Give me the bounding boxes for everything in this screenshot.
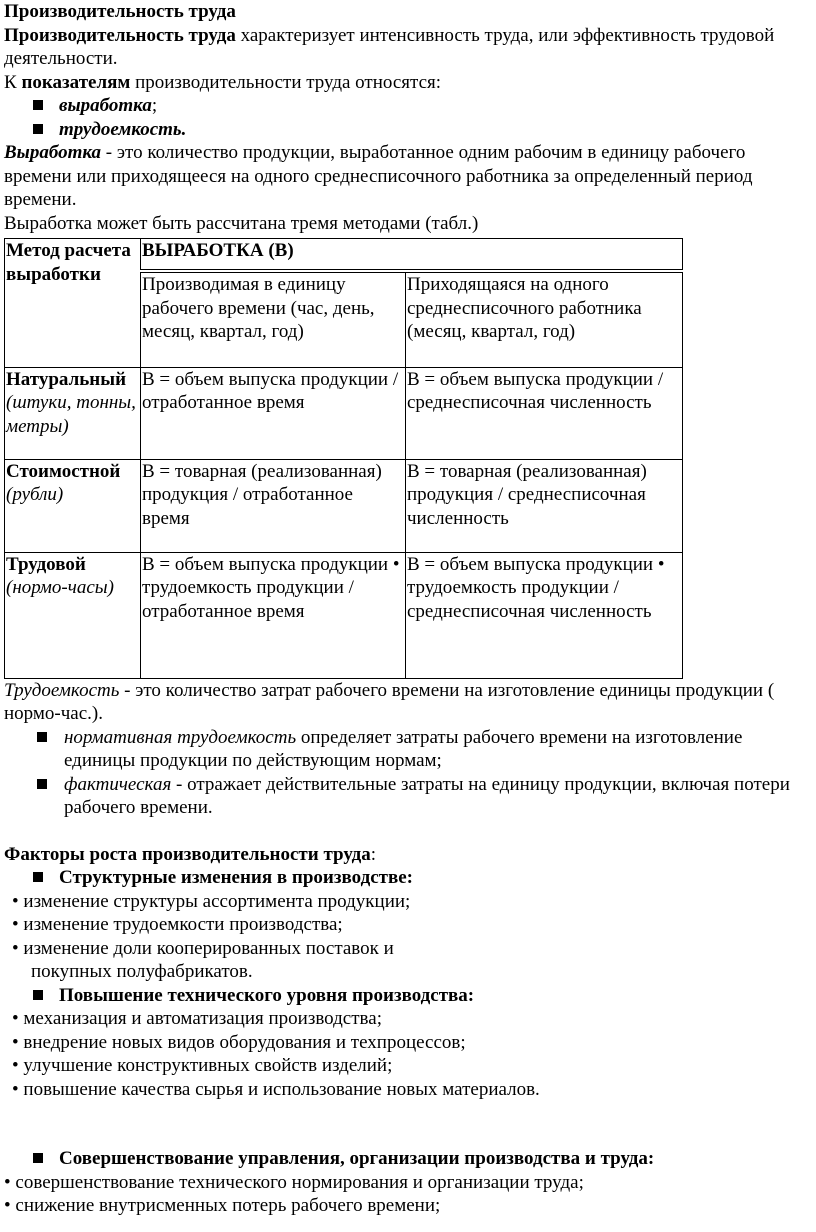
methods-line: Выработка может быть рассчитана тремя методами (табл.) xyxy=(4,212,479,234)
output-methods-table xyxy=(4,238,683,679)
square-bullet-icon xyxy=(37,779,47,789)
factor-group-name: Совершенствование управления, организации производства и труда: xyxy=(59,1148,655,1169)
factors-title-text: Факторы роста производительности труда xyxy=(4,843,371,865)
indicator-after: ; xyxy=(151,95,158,116)
factor-group-name: Структурные изменения в производстве: xyxy=(59,867,413,888)
table-row xyxy=(5,459,683,552)
factor-item: • изменение доли кооперированных поставок и xyxy=(12,937,394,959)
factor-item: • внедрение новых видов оборудования и техпроцессов; xyxy=(12,1031,466,1053)
square-bullet-icon xyxy=(33,872,43,882)
method-header-cell: Метод расчета выработки xyxy=(5,239,141,368)
labor-intensity-term: Трудоемкость xyxy=(4,679,120,701)
formula-per-worker: В = объем выпуска продукции • трудоемкость продукции / среднесписочная численность xyxy=(406,552,683,678)
table-row xyxy=(5,367,683,459)
square-bullet-icon xyxy=(33,124,43,134)
formula-per-time: В = объем выпуска продукции / отработанное время xyxy=(141,367,406,459)
factor-item: • механизация и автоматизация производства; xyxy=(12,1008,382,1029)
factor-group-name: Повышение технического уровня производства: xyxy=(59,984,475,1006)
factor-group-title xyxy=(4,984,812,1008)
labor-intensity-item xyxy=(4,773,812,820)
table-row xyxy=(5,552,683,678)
document-page xyxy=(4,0,812,1218)
factors-title xyxy=(4,843,812,867)
indicator-label: выработка xyxy=(59,95,152,116)
indicator-item xyxy=(4,118,812,142)
item-term: фактическая xyxy=(64,773,172,795)
output-term: Выработка xyxy=(4,142,102,163)
item-text: определяет затраты рабочего времени на изготовление единицы продукции по действующим нормам; xyxy=(64,726,743,771)
factor-item: • улучшение конструктивных свойств изделий; xyxy=(12,1055,393,1076)
factor-item: • изменение трудоемкости производства; xyxy=(12,914,343,935)
factor-group-title xyxy=(4,866,812,890)
method-cell xyxy=(5,552,141,678)
item-text: - отражает действительные затраты на единицу продукции, включая потери рабочего времени. xyxy=(64,773,790,818)
output-text: - это количество продукции, выработанное одним рабочим в единицу рабочего времени или приходящееся на одного среднесписочного работника за определенный период времени. xyxy=(4,142,753,210)
indicators-prefix: К xyxy=(4,71,22,93)
method-name: Натуральный xyxy=(6,368,127,390)
formula-per-time: В = товарная (реализованная) продукция / отработанное время xyxy=(141,459,406,552)
labor-intensity-item xyxy=(4,726,812,773)
square-bullet-icon xyxy=(33,1153,43,1163)
factor-item-continuation: покупных полуфабрикатов. xyxy=(31,961,253,982)
indicators-paragraph xyxy=(4,71,812,95)
factor-group-title xyxy=(4,1147,812,1171)
square-bullet-icon xyxy=(33,990,43,1000)
method-cell xyxy=(5,459,141,552)
formula-per-worker: В = товарная (реализованная) продукция / среднесписочная численность xyxy=(406,459,683,552)
square-bullet-icon xyxy=(37,732,47,742)
method-name: Трудовой xyxy=(6,553,86,575)
indicator-item xyxy=(4,94,812,118)
method-cell xyxy=(5,367,141,459)
formula-per-worker: В = объем выпуска продукции / среднесписочная численность xyxy=(406,367,683,459)
factor-item: • изменение структуры ассортимента продукции; xyxy=(12,890,411,912)
page-title: Производительность труда xyxy=(4,1,236,22)
factors-title-suffix: : xyxy=(370,843,377,865)
indicator-label: трудоемкость. xyxy=(59,118,187,140)
intro-paragraph xyxy=(4,24,812,71)
intro-term: Производительность труда xyxy=(4,24,236,46)
indicators-suffix: производительности труда относятся: xyxy=(130,71,442,93)
factor-item: • совершенствование технического нормирования и организации труда; xyxy=(4,1171,584,1193)
method-name: Стоимостной xyxy=(6,460,121,482)
labor-intensity-text: - это количество затрат рабочего времени на изготовление единицы продукции ( нормо-час.). xyxy=(4,679,775,724)
square-bullet-icon xyxy=(33,100,43,110)
item-term: нормативная трудоемкость xyxy=(64,726,297,748)
sub-header-per-time: Производимая в единицу рабочего времени (час, день, месяц, квартал, год) xyxy=(141,271,406,367)
method-unit: (рубли) xyxy=(6,484,64,505)
spacer xyxy=(4,820,812,843)
factor-item: • повышение качества сырья и использование новых материалов. xyxy=(12,1078,540,1100)
method-unit: (штуки, тонны, метры) xyxy=(6,392,136,437)
group-header-cell: ВЫРАБОТКА (В) xyxy=(141,239,683,272)
indicators-bold: показателям xyxy=(21,71,131,93)
output-definition xyxy=(4,141,812,212)
method-unit: (нормо-часы) xyxy=(6,577,114,598)
factor-item: • снижение внутрисменных потерь рабочего времени; xyxy=(4,1195,441,1216)
spacer xyxy=(4,1101,812,1147)
labor-intensity-definition xyxy=(4,679,812,726)
formula-per-time: В = объем выпуска продукции • трудоемкость продукции / отработанное время xyxy=(141,552,406,678)
intro-text: характеризует интенсивность труда, или эффективность трудовой деятельности. xyxy=(4,24,775,69)
sub-header-per-worker: Приходящаяся на одного среднесписочного работника (месяц, квартал, год) xyxy=(406,271,683,367)
